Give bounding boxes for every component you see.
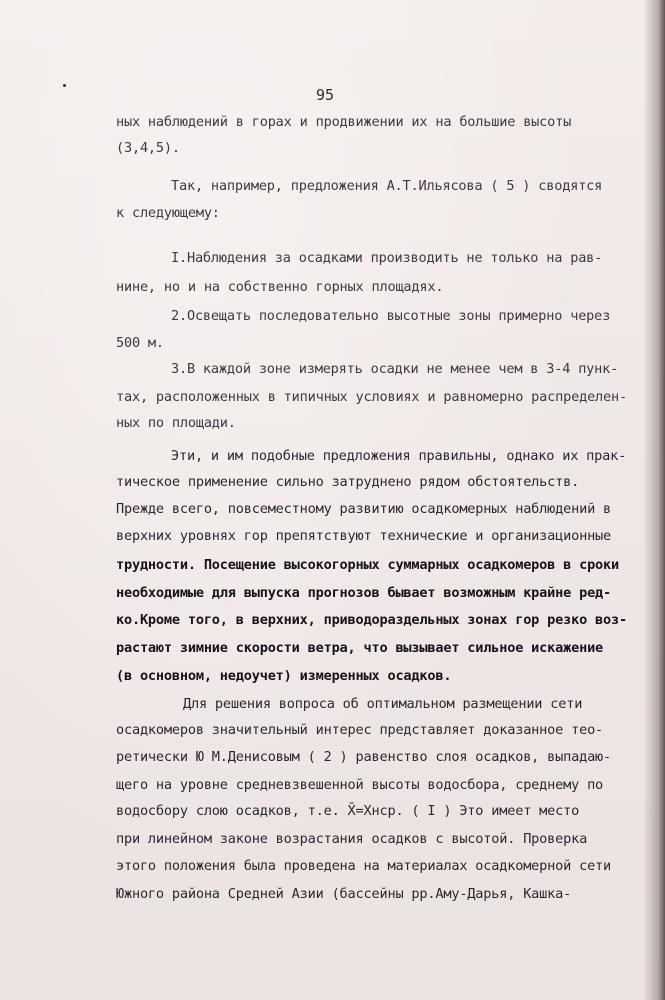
text-line: щего на уровне средневзвешенной высоты водосбора, среднему по (116, 777, 604, 793)
text-line: ретически Ю М.Денисовым ( 2 ) равенство слоя осадков, выпадаю- (116, 749, 612, 765)
page-edge-shadow (643, 0, 665, 1000)
text-line: Так, например, предложения А.Т.Ильясова ( 5 ) сводятся (171, 178, 603, 194)
text-line: ко.Кроме того, в верхних, приводораздельных зонах гор резко воз- (116, 612, 627, 628)
text-line: 2.Освещать последовательно высотные зоны примерно через (171, 308, 611, 324)
text-line: (3,4,5). (116, 140, 180, 156)
text-line: растают зимние скорости ветра, что вызывает сильное искажение (116, 640, 604, 656)
text-line: I.Наблюдения за осадками производить не только на рав- (171, 250, 603, 266)
text-line: осадкомеров значительный интерес представляет доказанное тео- (116, 722, 604, 738)
text-line: (в основном, недоучет) измеренных осадков. (116, 668, 452, 684)
text-line: к следующему: (116, 205, 220, 221)
text-line: трудности. Посещение высокогорных суммарных осадкомеров в сроки (116, 557, 620, 573)
text-line: ных по площади. (116, 415, 236, 431)
page-number: 95 (315, 86, 335, 104)
text-line: Прежде всего, повсеместному развитию осадкомерных наблюдений в (116, 501, 612, 517)
text-line: при линейном законе возрастания осадков с высотой. Проверка (116, 831, 588, 847)
text-line: Эти, и им подобные предложения правильны, однако их прак- (171, 448, 627, 464)
text-line: верхних уровнях гор препятствуют технические и организационные (116, 528, 612, 544)
text-line: необходимые для выпуска прогнозов бывает возможным крайне ред- (116, 585, 612, 601)
text-line: 500 м. (116, 335, 164, 351)
text-line: 3.В каждой зоне измерять осадки не менее чем в 3-4 пунк- (171, 361, 619, 377)
text-line: Южного района Средней Азии (бассейны рр.Аму-Дарья, Кашка- (116, 886, 572, 902)
text-line: тах, расположенных в типичных условиях и равномерно распределен- (116, 389, 627, 405)
text-line: водосбору слою осадков, т.е. X̄=Xнср. ( I ) Это имеет место (116, 803, 580, 819)
text-line: ных наблюдений в горах и продвижении их на большие высоты (116, 114, 572, 130)
text-line: Для решения вопроса об оптимальном размещении сети (183, 696, 583, 712)
text-line: тическое применение сильно затруднено рядом обстоятельств. (116, 474, 580, 490)
text-line: этого положения была проведена на материалах осадкомерной сети (116, 858, 612, 874)
text-line: нине, но и на собственно горных площадях. (116, 279, 444, 295)
